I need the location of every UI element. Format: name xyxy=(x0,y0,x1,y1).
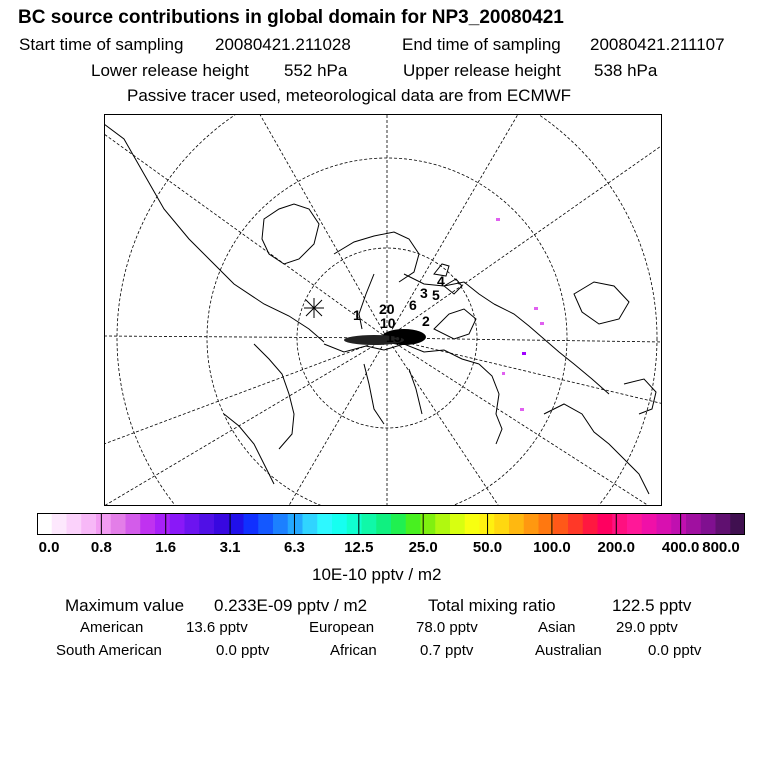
trajectory-label: 5 xyxy=(432,287,440,303)
colorbar-tick-label: 25.0 xyxy=(408,539,438,556)
trajectory-label: 6 xyxy=(409,297,417,313)
colorbar-cell xyxy=(686,513,701,535)
colorbar-cell xyxy=(391,513,406,535)
release-point-marker xyxy=(304,298,324,318)
american-label: American xyxy=(80,619,144,636)
colorbar-tick-label: 50.0 xyxy=(472,539,503,556)
trajectory-label: 2 xyxy=(422,313,430,329)
polar-map xyxy=(104,114,662,506)
figure-title: BC source contributions in global domain for NP3_20080421 xyxy=(18,7,564,28)
contribution-cell xyxy=(540,322,544,325)
colorbar-cell xyxy=(406,513,421,535)
colorbar-unit: 10E-10 pptv / m2 xyxy=(312,565,442,584)
contribution-cell xyxy=(520,408,524,411)
max-value: 0.233E-09 pptv / m2 xyxy=(214,596,368,615)
australian-label: Australian xyxy=(535,642,602,659)
contribution-cell xyxy=(496,218,500,221)
colorbar-tick-label: 0.0 xyxy=(38,539,60,556)
contribution-cell xyxy=(522,352,526,355)
total-mixing-label: Total mixing ratio xyxy=(428,596,556,615)
colorbar-cell xyxy=(627,513,642,535)
colorbar-cell xyxy=(229,513,244,535)
european-label: European xyxy=(309,619,375,636)
start-time-value: 20080421.211028 xyxy=(215,35,351,54)
colorbar-tick-label: 100.0 xyxy=(533,539,571,556)
colorbar-cell xyxy=(376,513,391,535)
south-american-value: 0.0 pptv xyxy=(216,642,270,659)
colorbar-cell xyxy=(273,513,288,535)
colorbar-cell xyxy=(52,513,67,535)
color-scale-bar xyxy=(37,513,745,535)
colorbar-tick-label: 0.8 xyxy=(90,539,112,556)
colorbar-cell xyxy=(701,513,716,535)
colorbar-cell xyxy=(553,513,568,535)
colorbar-cell xyxy=(583,513,598,535)
colorbar-tick-label: 800.0 xyxy=(702,539,740,556)
colorbar-cell xyxy=(317,513,332,535)
colorbar-cell xyxy=(126,513,141,535)
upper-height-label: Upper release height xyxy=(403,61,561,80)
colorbar-cell xyxy=(155,513,170,535)
colorbar-cell xyxy=(244,513,259,535)
trajectory-label: 4 xyxy=(437,273,445,289)
colorbar-cell xyxy=(332,513,347,535)
australian-value: 0.0 pptv xyxy=(648,642,702,659)
colorbar-cell xyxy=(450,513,465,535)
colorbar-cell xyxy=(96,513,111,535)
colorbar-cell xyxy=(494,513,509,535)
colorbar-tick-label: 3.1 xyxy=(219,539,241,556)
colorbar-cell xyxy=(465,513,480,535)
colorbar-tick-label: 6.3 xyxy=(284,539,305,556)
tracer-note: Passive tracer used, meteorological data are from ECMWF xyxy=(127,86,572,105)
american-value: 13.6 pptv xyxy=(186,619,248,636)
total-mixing-value: 122.5 pptv xyxy=(612,596,692,615)
colorbar-cell xyxy=(214,513,229,535)
colorbar-cell xyxy=(716,513,731,535)
colorbar-cell xyxy=(303,513,318,535)
trajectory-label: 3 xyxy=(420,285,428,301)
european-value: 78.0 pptv xyxy=(416,619,478,636)
colorbar-cell xyxy=(67,513,82,535)
colorbar-cell xyxy=(642,513,657,535)
south-american-label: South American xyxy=(56,642,162,659)
african-value: 0.7 pptv xyxy=(420,642,474,659)
contribution-cell xyxy=(502,372,505,375)
colorbar-cell xyxy=(568,513,583,535)
african-label: African xyxy=(330,642,377,659)
colorbar-cell xyxy=(657,513,672,535)
colorbar-cell xyxy=(730,513,745,535)
colorbar-cell xyxy=(37,513,52,535)
colorbar-cell xyxy=(671,513,686,535)
colorbar-cell xyxy=(612,513,627,535)
colorbar-tick-label: 400.0 xyxy=(661,539,700,556)
colorbar-tick-label: 200.0 xyxy=(597,539,636,556)
colorbar-tick-label: 12.5 xyxy=(344,539,374,556)
colorbar-cell xyxy=(509,513,524,535)
upper-height-value: 538 hPa xyxy=(594,61,658,80)
colorbar-cell xyxy=(435,513,450,535)
end-time-label: End time of sampling xyxy=(402,35,561,54)
colorbar-cell xyxy=(170,513,185,535)
max-value-label: Maximum value xyxy=(65,596,185,615)
colorbar-cell xyxy=(347,513,362,535)
end-time-value: 20080421.211107 xyxy=(590,35,725,54)
colorbar-cell xyxy=(258,513,273,535)
trajectory-label: 10 xyxy=(380,315,396,331)
colorbar-cell xyxy=(362,513,377,535)
colorbar-cell xyxy=(140,513,155,535)
colorbar-tick-label: 1.6 xyxy=(155,539,177,556)
colorbar-cell xyxy=(81,513,96,535)
start-time-label: Start time of sampling xyxy=(19,35,184,54)
asian-value: 29.0 pptv xyxy=(616,619,678,636)
colorbar-cell xyxy=(539,513,554,535)
lower-height-value: 552 hPa xyxy=(284,61,348,80)
colorbar-cell xyxy=(199,513,214,535)
colorbar-cell xyxy=(598,513,613,535)
colorbar-cell xyxy=(288,513,303,535)
trajectory-label: 15 xyxy=(386,329,402,345)
colorbar-cell xyxy=(185,513,200,535)
trajectory-label: 1 xyxy=(353,307,361,323)
colorbar-cell xyxy=(111,513,126,535)
colorbar-cell xyxy=(524,513,539,535)
lower-height-label: Lower release height xyxy=(91,61,249,80)
contribution-cell xyxy=(534,307,538,310)
trajectory-label: 20 xyxy=(379,301,395,317)
asian-label: Asian xyxy=(538,619,576,636)
